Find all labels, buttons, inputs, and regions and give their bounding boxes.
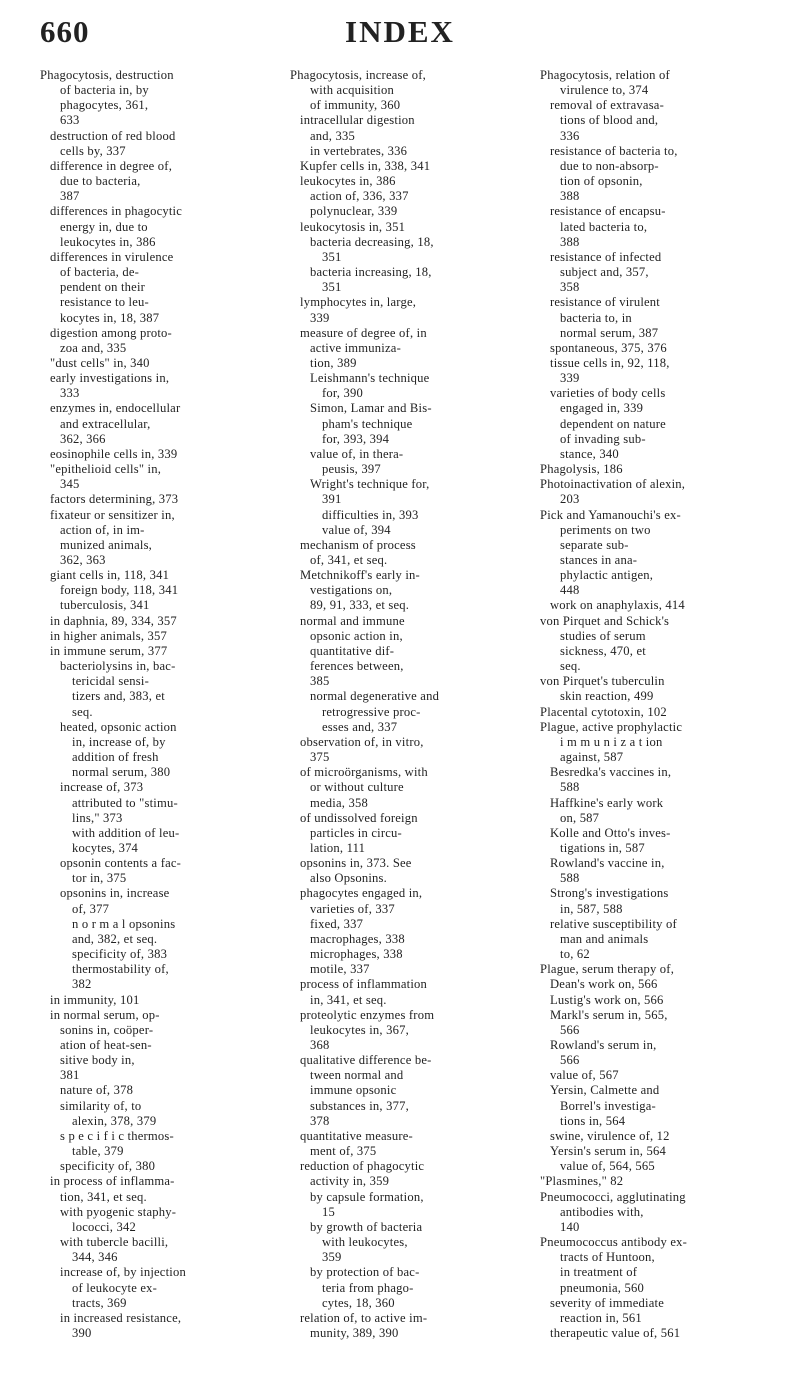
index-entry: stances in ana- [560,553,638,567]
index-entry: early investigations in, [50,371,170,386]
index-entry: Kolle and Otto's inves- [550,825,671,840]
index-entry: action of, 336, 337 [310,189,409,204]
index-entry: of immunity, 360 [310,98,401,113]
index-entry: pendent on their [60,280,146,295]
index-entry: bacteria increasing, 18, [310,265,432,280]
index-entry: tericidal sensi- [72,674,149,689]
index-entry: von Pirquet's tuberculin [540,674,665,689]
index-entry: tigations in, 587 [560,840,645,855]
index-entry: specificity of, 383 [72,947,168,962]
index-entry: bacteriolysins in, bac- [60,659,176,674]
index-entry: separate sub- [560,537,629,552]
index-entry: tion, 389 [310,355,357,370]
index-entry: tracts of Huntoon, [560,1250,655,1265]
index-entry: specificity of, 380 [60,1159,156,1174]
index-entry: polynuclear, 339 [310,204,398,219]
index-entry: pham's technique [322,416,413,431]
index-entry: immune opsonic [310,1083,397,1098]
index-entry: stance, 340 [560,446,619,461]
index-entry: activity in, 359 [310,1174,390,1189]
index-entry: with acquisition [310,83,395,98]
index-entry: 633 [60,113,80,128]
index-entry: zoa and, 335 [60,340,127,355]
index-entry: substances in, 377, [310,1098,409,1113]
index-entry: tissue cells in, 92, 118, [550,355,670,370]
index-entry: by capsule formation, [310,1189,424,1204]
index-entry: Leishmann's technique [310,371,430,386]
index-entry: work on anaphylaxis, 414 [550,598,685,613]
index-entry: leukocytes in, 386 [60,234,156,249]
index-entry: Kupfer cells in, 338, 341 [300,158,431,173]
index-entry: Besredka's vaccines in, [550,765,672,780]
index-entry: microphages, 338 [310,947,403,962]
index-entry: retrogressive proc- [322,704,421,719]
index-entry: increase of, 373 [60,780,144,795]
index-entry: due to bacteria, [60,174,141,189]
index-entry: tracts, 369 [72,1295,127,1310]
index-entry: process of inflammation [300,977,428,992]
index-entry: munity, 389, 390 [310,1325,399,1340]
page-number: 660 [40,14,90,49]
index-entry: qualitative difference be- [300,1053,432,1068]
index-entry: 382 [72,977,92,992]
index-entry: table, 379 [72,1144,124,1159]
index-entry: normal and immune [300,613,405,628]
index-entry: action of, in im- [60,522,145,537]
index-entry: Dean's work on, 566 [550,977,658,992]
index-entry: value of, 394 [322,522,391,537]
index-entry: with leukocytes, [322,1235,408,1250]
index-entry: ation of heat-sen- [60,1038,152,1052]
index-entry: Placental cytotoxin, 102 [540,704,667,719]
index-entry: relation of, to active im- [300,1310,428,1325]
index-entry: normal serum, 387 [560,325,659,340]
index-entry: antibodies with, [560,1204,644,1219]
index-entry: 388 [560,189,580,204]
index-entry: Simon, Lamar and Bis- [310,401,432,416]
index-entry: Photoinactivation of alexin, [540,477,686,492]
index-entry: 15 [322,1204,335,1219]
index-entry: skin reaction, 499 [560,689,654,704]
index-entry: 391 [322,492,342,507]
index-entry: due to non-absorp- [560,158,659,173]
index-entry: in immune serum, 377 [50,643,168,658]
index-entry: for, 393, 394 [322,431,390,446]
index-entry: tor in, 375 [72,871,127,886]
index-entry: Pneumococci, agglutinating [540,1189,686,1204]
index-entry: observation of, in vitro, [300,734,424,749]
index-entry: resistance of infected [550,249,662,264]
index-entry: eosinophile cells in, 339 [50,446,178,461]
index-entry: Lustig's work on, 566 [550,992,664,1007]
index-entry: tuberculosis, 341 [60,598,150,613]
index-entry: macrophages, 338 [310,931,405,946]
index-entry: reduction of phagocytic [300,1159,425,1174]
index-entry: s p e c i f i c thermos- [60,1128,174,1143]
index-entry: 345 [60,477,80,492]
index-entry: of leukocyte ex- [72,1280,158,1295]
index-entry: and extracellular, [60,416,151,431]
index-entry: Wright's technique for, [310,477,430,492]
index-entry: of invading sub- [560,431,646,446]
index-entry: of, 341, et seq. [310,553,388,567]
index-entry: alexin, 378, 379 [72,1113,157,1128]
index-entry: resistance to leu- [60,295,149,310]
index-entry: seq. [560,659,581,674]
index-entry: and, 335 [310,128,355,143]
index-entry: difference in degree of, [50,158,173,173]
index-entry: i m m u n i z a t ion [560,734,663,749]
index-entry: opsonin contents a fac- [60,856,182,871]
index-entry: proteolytic enzymes from [300,1007,435,1022]
index-entry: attributed to "stimu- [72,795,178,810]
index-entry: Borrel's investiga- [560,1098,656,1113]
index-entry: 390 [72,1325,92,1340]
index-entry: 339 [310,310,330,325]
index-entry: difficulties in, 393 [322,507,419,522]
index-entry: kocytes in, 18, 387 [60,310,160,325]
index-entry: kocytes, 374 [72,840,139,855]
index-entry: 588 [560,780,580,795]
index-entry: 351 [322,280,342,295]
index-entry: destruction of red blood [50,128,176,143]
index-entry: particles in circu- [310,825,402,840]
index-entry: 385 [310,674,330,689]
index-entry: thermostability of, [72,962,169,977]
index-entry: engaged in, 339 [560,401,644,416]
index-entry: in vertebrates, 336 [310,143,408,158]
index-column-3 [540,68,776,1388]
index-entry: in increased resistance, [60,1310,182,1325]
index-entry: 333 [60,386,80,401]
index-entry: nature of, 378 [60,1083,134,1098]
index-entry: phagocytes, 361, [60,98,149,113]
index-column-1 [40,68,276,1388]
index-entry: Yersin's serum in, 564 [550,1144,666,1159]
index-entry: 387 [60,189,80,204]
index-entry: Plague, active prophylactic [540,719,683,734]
index-entry: opsonic action in, [310,628,403,643]
index-entry: "epithelioid cells" in, [50,462,162,477]
index-entry: tions in, 564 [560,1113,626,1128]
index-entry: giant cells in, 118, 341 [50,568,170,583]
index-entry: in higher animals, 357 [50,628,168,643]
index-entry: energy in, due to [60,219,148,234]
index-entry: sitive body in, [60,1053,135,1068]
index-entry: 362, 363 [60,553,106,567]
index-entry: 368 [310,1038,330,1052]
index-entry: quantitative dif- [310,643,395,658]
index-entry: studies of serum [560,628,646,643]
index-entry: on, 587 [560,810,600,825]
index-entry: Phagocytosis, relation of [540,68,670,82]
index-entry: ferences between, [310,659,404,674]
index-entry: phagocytes engaged in, [300,886,423,901]
index-entry: Phagolysis, 186 [540,462,623,477]
index-entry: in treatment of [560,1265,638,1280]
index-entry: for, 390 [322,386,363,401]
index-entry: heated, opsonic action [60,719,177,734]
index-entry: 375 [310,750,330,765]
index-entry: leukocytosis in, 351 [300,219,406,234]
index-entry: enzymes in, endocellular [50,401,181,416]
index-entry: 89, 91, 333, et seq. [310,598,410,613]
index-entry: n o r m a l opsonins [72,916,176,931]
index-entry: tion, 341, et seq. [60,1189,147,1204]
index-entry: 203 [560,492,580,507]
index-entry: Pick and Yamanouchi's ex- [540,507,681,522]
index-entry: media, 358 [310,795,368,810]
index-entry: by protection of bac- [310,1265,420,1280]
index-entry: Strong's investigations [550,886,669,901]
index-entry: to, 62 [560,947,590,962]
index-entry: Yersin, Calmette and [550,1083,660,1098]
index-entry: normal degenerative and [310,689,440,704]
index-entry: resistance of virulent [550,295,661,310]
index-entry: in immunity, 101 [50,992,140,1007]
index-entry: man and animals [560,931,649,946]
index-entry: "dust cells" in, 340 [50,355,150,370]
index-entry: 351 [322,249,342,264]
index-entry: pneumonia, 560 [560,1280,644,1295]
index-entry: Phagocytosis, increase of, [290,68,427,82]
index-entry: by growth of bacteria [310,1219,423,1234]
index-entry: 566 [560,1022,580,1037]
index-entry: 378 [310,1113,330,1128]
index-entry: in, increase of, by [72,734,166,749]
index-entry: motile, 337 [310,962,370,977]
index-entry: Markl's serum in, 565, [550,1007,668,1022]
index-entry: Metchnikoff's early in- [300,568,420,583]
index-entry: sonins in, coöper- [60,1022,154,1037]
index-entry: mechanism of process [300,537,416,552]
index-entry: tizers and, 383, et [72,689,165,704]
index-entry: resistance of encapsu- [550,204,666,219]
index-entry: 336 [560,128,580,143]
index-entry: tween normal and [310,1068,404,1083]
index-entry: 358 [560,280,580,295]
index-entry: phylactic antigen, [560,568,654,583]
index-entry: 362, 366 [60,431,106,446]
index-entry: lins," 373 [72,810,123,825]
index-column-2 [290,68,526,1388]
index-entry: sickness, 470, et [560,643,646,658]
index-entry: also Opsonins. [310,871,387,886]
index-entry: subject and, 357, [560,265,649,280]
index-entry: opsonins in, increase [60,886,170,901]
index-entry: quantitative measure- [300,1128,413,1143]
index-entry: intracellular digestion [300,113,415,128]
index-entry: von Pirquet and Schick's [540,613,670,628]
index-entry: esses and, 337 [322,719,398,734]
index-entry: severity of immediate [550,1295,665,1310]
index-entry: similarity of, to [60,1098,142,1113]
index-entry: with pyogenic staphy- [60,1204,177,1219]
index-entry: with addition of leu- [72,825,180,840]
index-entry: of bacteria in, by [60,83,149,98]
index-entry: peusis, 397 [322,462,381,477]
index-entry: 140 [560,1219,580,1234]
index-entry: 339 [560,371,580,386]
index-entry: ment of, 375 [310,1144,377,1159]
index-entry: fixateur or sensitizer in, [50,507,175,522]
index-entry: 588 [560,871,580,886]
index-entry: relative susceptibility of [550,916,677,931]
index-entry: 359 [322,1250,342,1265]
index-entry: 448 [560,583,580,598]
index-entry: 566 [560,1053,580,1068]
index-entry: lymphocytes in, large, [300,295,417,310]
index-entry: virulence to, 374 [560,83,649,98]
index-entry: fixed, 337 [310,916,364,931]
index-entry: Rowland's serum in, [550,1038,657,1052]
running-head: INDEX [345,14,455,49]
index-entry: against, 587 [560,750,624,765]
index-entry: spontaneous, 375, 376 [550,340,667,355]
index-entry: cytes, 18, 360 [322,1295,395,1310]
index-entry: swine, virulence of, 12 [550,1128,670,1143]
index-entry: lococci, 342 [72,1219,136,1234]
index-entry: varieties of body cells [550,386,666,401]
index-entry: measure of degree of, in [300,325,427,340]
index-entry: of microörganisms, with [300,765,428,780]
index-entry: lated bacteria to, [560,219,648,234]
index-entry: in, 587, 588 [560,901,623,916]
index-entry: tions of blood and, [560,113,659,128]
index-entry: value of, 564, 565 [560,1159,655,1174]
index-entry: in process of inflamma- [50,1174,175,1189]
index-entry: normal serum, 380 [72,765,171,780]
index-entry: munized animals, [60,537,153,552]
index-entry: bacteria decreasing, 18, [310,234,434,249]
index-entry: tion of opsonin, [560,174,643,189]
index-entry: differences in virulence [50,249,174,264]
index-entry: digestion among proto- [50,325,172,340]
index-entry: "Plasmines," 82 [540,1174,624,1189]
index-entry: of, 377 [72,901,110,916]
index-entry: of undissolved foreign [300,810,418,825]
page-header [34,10,766,58]
index-entry: varieties of, 337 [310,901,395,916]
index-entry: periments on two [560,522,651,537]
index-entry: therapeutic value of, 561 [550,1325,681,1340]
index-entry: lation, 111 [310,840,366,855]
index-entry: with tubercle bacilli, [60,1235,169,1250]
index-entry: in daphnia, 89, 334, 357 [50,613,177,628]
index-entry: cells by, 337 [60,143,126,158]
index-columns [40,68,770,1388]
index-entry: vestigations on, [310,583,393,598]
index-entry: factors determining, 373 [50,492,179,507]
index-entry: 344, 346 [72,1250,118,1265]
index-entry: leukocytes in, 367, [310,1022,409,1037]
index-entry: or without culture [310,780,404,795]
index-entry: 388 [560,234,580,249]
index-entry: Rowland's vaccine in, [550,856,665,871]
index-entry: differences in phagocytic [50,204,183,219]
index-entry: dependent on nature [560,416,666,431]
index-entry: value of, in thera- [310,446,404,461]
index-entry: and, 382, et seq. [72,931,158,946]
index-entry: opsonins in, 373. See [300,856,412,871]
index-entry: bacteria to, in [560,310,632,325]
index-entry: resistance of bacteria to, [550,143,678,158]
index-entry: in, 341, et seq. [310,992,387,1007]
index-entry: teria from phago- [322,1280,414,1295]
index-entry: increase of, by injection [60,1265,186,1280]
index-entry: foreign body, 118, 341 [60,583,179,598]
index-entry: Phagocytosis, destruction [40,68,174,82]
index-entry: reaction in, 561 [560,1310,642,1325]
index-entry: Pneumococcus antibody ex- [540,1235,687,1250]
index-entry: Plague, serum therapy of, [540,962,675,977]
index-entry: in normal serum, op- [50,1007,160,1022]
index-entry: active immuniza- [310,340,401,355]
index-entry: value of, 567 [550,1068,619,1083]
index-entry: addition of fresh [72,750,159,765]
index-entry: seq. [72,704,93,719]
index-entry: Haffkine's early work [550,795,664,810]
index-entry: of bacteria, de- [60,265,140,280]
index-entry: leukocytes in, 386 [300,174,396,189]
index-entry: 381 [60,1068,80,1083]
index-entry: removal of extravasa- [550,98,664,113]
